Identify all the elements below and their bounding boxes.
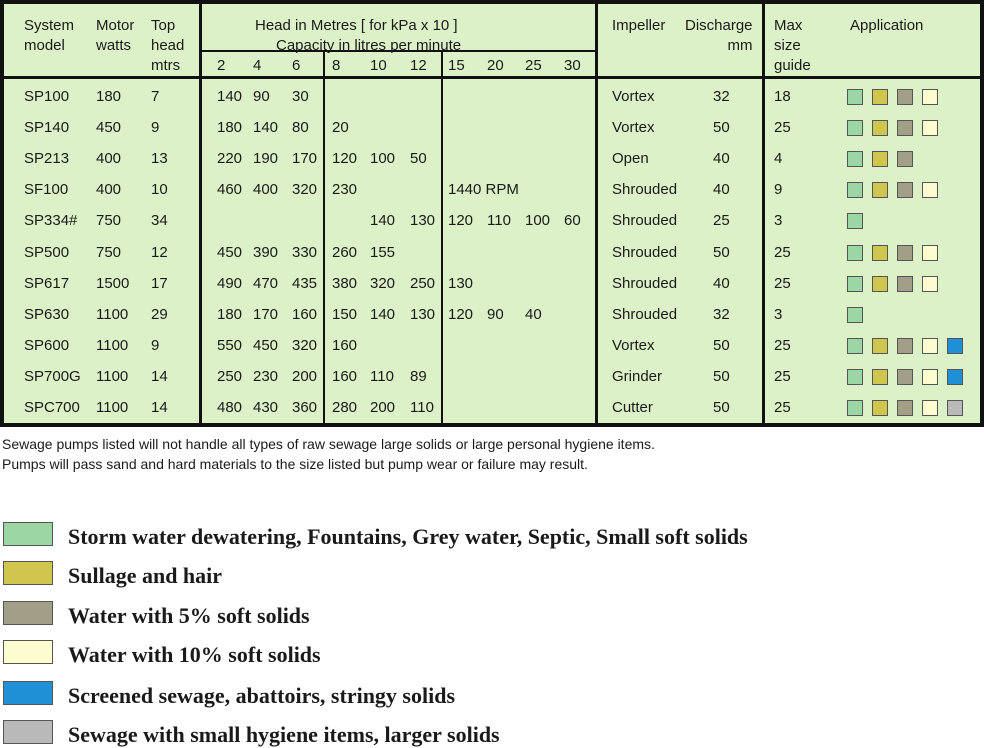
legend-swatch-soft5: [3, 601, 53, 625]
top-head-cell: 7: [151, 88, 160, 105]
capacity-cell: 470: [253, 274, 279, 292]
capacity-col-header: 25: [525, 57, 542, 74]
top-head-cell: 10: [151, 181, 168, 199]
header-impeller: Impeller: [612, 17, 666, 34]
capacity-cell: 160: [332, 336, 358, 354]
application-swatch-storm: [847, 213, 863, 229]
capacity-cell: 170: [292, 150, 318, 168]
capacity-cell: 360: [292, 399, 318, 416]
application-swatch-soft5: [897, 89, 913, 105]
application-swatch-soft5: [897, 276, 913, 292]
discharge-cell: 32: [713, 88, 730, 105]
col-divider-3: [441, 50, 443, 427]
top-head-cell: 14: [151, 399, 168, 416]
application-swatch-storm: [847, 369, 863, 385]
model-cell: SP500: [24, 243, 70, 261]
capacity-cell: 460: [217, 181, 243, 199]
capacity-cell: 190: [253, 150, 279, 168]
legend-swatch-soft10: [3, 640, 53, 664]
application-swatch-soft5: [897, 245, 913, 261]
top-head-cell: 17: [151, 274, 168, 292]
watts-cell: 1100: [96, 367, 129, 385]
max-size-cell: 3: [774, 212, 783, 230]
capacity-cell: 130: [410, 212, 436, 230]
legend-label-hygiene: Sewage with small hygiene items, larger solids: [68, 722, 500, 747]
application-swatch-screened: [947, 338, 963, 354]
capacity-cell: 120: [448, 305, 474, 323]
capacity-cell: 155: [370, 243, 396, 261]
max-size-cell: 25: [774, 367, 791, 385]
header-discharge-line2: mm: [727, 37, 753, 54]
table-border-top: [0, 0, 984, 4]
capacity-cell: 260: [332, 243, 358, 261]
legend-label-sullage: Sullage and hair: [68, 563, 223, 588]
header-top-head: [151, 16, 184, 76]
watts-cell: 400: [96, 181, 122, 199]
max-size-cell: 25: [774, 119, 791, 137]
top-head-cell: 29: [151, 305, 168, 323]
capacity-cell: 140: [253, 119, 279, 137]
max-size-cell: 25: [774, 336, 791, 354]
capacity-col-header: 10: [370, 57, 387, 74]
header-max-line1: Max: [774, 17, 803, 34]
application-swatch-sullage: [872, 151, 888, 167]
capacity-cell: 320: [292, 336, 318, 354]
note-line-2: Pumps will pass sand and hard materials to the size listed but pump wear or failure may result.: [2, 456, 588, 472]
capacity-cell: 130: [448, 274, 474, 292]
capacity-cell: 90: [253, 88, 270, 105]
model-cell: SP334#: [24, 212, 78, 230]
capacity-cell: 140: [370, 212, 396, 230]
top-head-cell: 9: [151, 119, 160, 137]
model-cell: SP700G: [24, 367, 81, 385]
capacity-cell: 50: [410, 150, 427, 168]
capacity-cell: 330: [292, 243, 318, 261]
header-capacity: Capacity in litres per minute: [276, 37, 462, 54]
header-system-line2: model: [24, 37, 65, 54]
capacity-cell: 390: [253, 243, 279, 261]
capacity-cell: 150: [332, 305, 358, 323]
capacity-cell: 170: [253, 305, 279, 323]
col-divider-5: [762, 0, 765, 427]
application-swatch-soft10: [922, 89, 938, 105]
watts-cell: 180: [96, 88, 122, 105]
header-max-size: [774, 16, 811, 76]
discharge-cell: 40: [713, 181, 730, 199]
capacity-cell: 110: [370, 367, 394, 385]
application-swatch-storm: [847, 120, 863, 136]
application-swatch-hygiene: [947, 400, 963, 416]
header-motor-line1: Motor: [96, 17, 135, 34]
capacity-cell: 160: [332, 367, 358, 385]
capacity-cell: 490: [217, 274, 243, 292]
capacity-cell: 430: [253, 399, 279, 416]
watts-cell: 1100: [96, 336, 129, 354]
watts-cell: 1100: [96, 399, 129, 416]
discharge-cell: 50: [713, 367, 730, 385]
application-swatch-soft5: [897, 338, 913, 354]
capacity-col-header: 8: [332, 57, 341, 74]
application-swatch-soft10: [922, 120, 938, 136]
application-swatch-storm: [847, 307, 863, 323]
max-size-cell: 25: [774, 243, 791, 261]
model-cell: SF100: [24, 181, 69, 199]
capacity-cell: 320: [292, 181, 318, 199]
capacity-cell: 120: [448, 212, 474, 230]
capacity-col-header: 6: [292, 57, 301, 74]
header-max-line3: guide: [774, 57, 811, 74]
capacity-cell: 140: [370, 305, 396, 323]
header-system: [24, 16, 74, 56]
impeller-cell: Shrouded: [612, 243, 678, 261]
capacity-cell: 435: [292, 274, 318, 292]
application-swatch-sullage: [872, 89, 888, 105]
capacity-cell: 160: [292, 305, 318, 323]
capacity-col-header: 4: [253, 57, 262, 74]
model-cell: SP630: [24, 305, 70, 323]
legend-label-storm: Storm water dewatering, Fountains, Grey water, Septic, Small soft solids: [68, 524, 748, 549]
legend-label-soft5: Water with 5% soft solids: [68, 603, 310, 628]
legend-swatch-screened: [3, 681, 53, 705]
legend-swatch-storm: [3, 522, 53, 546]
model-cell: SP617: [24, 274, 70, 292]
application-swatch-sullage: [872, 182, 888, 198]
application-swatch-soft10: [922, 369, 938, 385]
header-top-line3: mtrs: [151, 57, 181, 74]
impeller-cell: Shrouded: [612, 212, 678, 230]
application-swatch-soft5: [897, 151, 913, 167]
application-swatch-storm: [847, 400, 863, 416]
header-system-line1: System: [24, 17, 75, 34]
model-cell: SP140: [24, 119, 70, 137]
application-swatch-sullage: [872, 369, 888, 385]
top-head-cell: 13: [151, 150, 168, 168]
max-size-cell: 9: [774, 181, 783, 199]
capacity-cell: 80: [292, 119, 309, 137]
capacity-cell: 40: [525, 305, 542, 323]
header-divider: [0, 76, 984, 79]
top-head-cell: 9: [151, 336, 160, 354]
impeller-cell: Shrouded: [612, 274, 678, 292]
application-swatch-soft5: [897, 182, 913, 198]
header-discharge: [685, 16, 753, 56]
application-swatch-soft10: [922, 182, 938, 198]
capacity-cell: 110: [410, 399, 434, 416]
impeller-cell: Shrouded: [612, 181, 678, 199]
header-motor: [96, 16, 134, 56]
header-top-line2: head: [151, 37, 185, 54]
capacity-col-header: 20: [487, 57, 504, 74]
capacity-cell: 220: [217, 150, 243, 168]
application-swatch-screened: [947, 369, 963, 385]
note-line-1: Sewage pumps listed will not handle all types of raw sewage large solids or large personal hygiene items.: [2, 436, 655, 452]
discharge-cell: 40: [713, 150, 730, 168]
header-head-title: Head in Metres [ for kPa x 10 ]: [255, 17, 458, 34]
capacity-cell: 480: [217, 399, 243, 416]
watts-cell: 1500: [96, 274, 130, 292]
application-swatch-soft5: [897, 369, 913, 385]
application-swatch-soft5: [897, 120, 913, 136]
impeller-cell: Vortex: [612, 119, 655, 137]
max-size-cell: 25: [774, 274, 791, 292]
capacity-cell: 400: [253, 181, 279, 199]
application-swatch-storm: [847, 89, 863, 105]
impeller-cell: Cutter: [612, 399, 653, 416]
application-swatch-storm: [847, 276, 863, 292]
capacity-cell: 20: [332, 119, 349, 137]
watts-cell: 400: [96, 150, 122, 168]
capacity-cell: 450: [217, 243, 243, 261]
capacity-cell: 250: [410, 274, 436, 292]
capacity-cell: 380: [332, 274, 358, 292]
max-size-cell: 3: [774, 305, 783, 323]
impeller-cell: Grinder: [612, 367, 663, 385]
impeller-cell: Shrouded: [612, 305, 678, 323]
header-max-line2: size: [774, 37, 801, 54]
capacity-cell: 100: [370, 150, 396, 168]
model-cell: SP213: [24, 150, 70, 168]
model-cell: SP600: [24, 336, 70, 354]
max-size-cell: 25: [774, 399, 791, 416]
capacity-cell: 180: [217, 119, 243, 137]
application-swatch-storm: [847, 245, 863, 261]
discharge-cell: 25: [713, 212, 730, 230]
capacity-cell: 60: [564, 212, 581, 230]
application-swatch-sullage: [872, 338, 888, 354]
watts-cell: 450: [96, 119, 122, 137]
capacity-cell: 120: [332, 150, 358, 168]
capacity-cell: 550: [217, 336, 243, 354]
application-swatch-storm: [847, 338, 863, 354]
capacity-cell: 450: [253, 336, 279, 354]
capacity-cell: 180: [217, 305, 243, 323]
application-swatch-soft10: [922, 400, 938, 416]
top-head-cell: 34: [151, 212, 168, 230]
discharge-cell: 50: [713, 119, 730, 137]
col-divider-4: [595, 0, 598, 427]
impeller-cell: Vortex: [612, 88, 655, 105]
top-head-cell: 12: [151, 243, 168, 261]
capacity-col-header: 2: [217, 57, 226, 74]
capacity-cell: 200: [370, 399, 396, 416]
capacity-cell: 250: [217, 367, 243, 385]
model-cell: SPC700: [24, 399, 80, 416]
col-divider-1: [199, 0, 202, 427]
capacity-cell: 30: [292, 88, 309, 105]
header-top-line1: Top: [151, 17, 176, 34]
discharge-cell: 50: [713, 399, 730, 416]
watts-cell: 750: [96, 243, 122, 261]
legend-label-soft10: Water with 10% soft solids: [68, 642, 321, 667]
discharge-cell: 50: [713, 243, 730, 261]
max-size-cell: 4: [774, 150, 783, 168]
top-head-cell: 14: [151, 367, 168, 385]
application-swatch-soft10: [922, 245, 938, 261]
capacity-cell: 230: [253, 367, 279, 385]
watts-cell: 1100: [96, 305, 129, 323]
application-swatch-storm: [847, 182, 863, 198]
col-divider-2: [323, 50, 325, 427]
capacity-cell: 280: [332, 399, 358, 416]
capacity-cell: 230: [332, 181, 358, 199]
capacity-col-header: 30: [564, 57, 581, 74]
header-application: Application: [850, 17, 924, 34]
header-discharge-line1: Discharge: [685, 17, 753, 34]
application-swatch-sullage: [872, 120, 888, 136]
capacity-cell: 89: [410, 367, 427, 385]
application-swatch-sullage: [872, 276, 888, 292]
header-motor-line2: watts: [96, 37, 132, 54]
application-swatch-soft5: [897, 400, 913, 416]
capacity-cell: 110: [487, 212, 511, 230]
legend-swatch-sullage: [3, 561, 53, 585]
application-swatch-soft10: [922, 338, 938, 354]
model-cell: SP100: [24, 88, 70, 105]
table-border-bottom: [0, 423, 984, 427]
application-swatch-sullage: [872, 400, 888, 416]
capacity-cell: 320: [370, 274, 396, 292]
application-swatch-soft10: [922, 276, 938, 292]
application-swatch-sullage: [872, 245, 888, 261]
capacity-col-header: 15: [448, 57, 465, 74]
legend-swatch-hygiene: [3, 720, 53, 744]
discharge-cell: 40: [713, 274, 730, 292]
capacity-cell: 200: [292, 367, 318, 385]
capacity-cell: 130: [410, 305, 436, 323]
discharge-cell: 50: [713, 336, 730, 354]
application-swatch-storm: [847, 151, 863, 167]
capacity-cell: 100: [525, 212, 551, 230]
table-border-right: [980, 0, 984, 427]
capacity-cell: 140: [217, 88, 243, 105]
discharge-cell: 32: [713, 305, 730, 323]
capacity-cell: 90: [487, 305, 504, 323]
impeller-cell: Vortex: [612, 336, 655, 354]
table-border-left: [0, 0, 4, 427]
max-size-cell: 18: [774, 88, 791, 105]
impeller-cell: Open: [612, 150, 649, 168]
rpm-note-cell: 1440 RPM: [448, 181, 519, 199]
capacity-col-header: 12: [410, 57, 427, 74]
watts-cell: 750: [96, 212, 122, 230]
legend-label-screened: Screened sewage, abattoirs, stringy solids: [68, 683, 456, 708]
